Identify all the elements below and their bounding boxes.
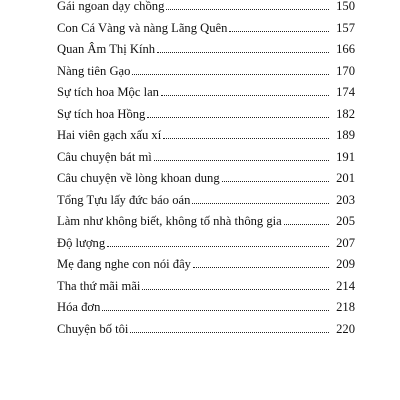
dot-leader xyxy=(229,31,329,32)
dot-leader xyxy=(154,160,329,161)
toc-entry[interactable] xyxy=(57,13,355,35)
dot-leader xyxy=(163,138,329,139)
toc-entry-page: 191 xyxy=(336,149,355,164)
toc-entry-title: Nàng tiên Gạo xyxy=(57,63,131,78)
dot-leader xyxy=(107,246,329,247)
toc-entry-title: Con Cá Vàng và nàng Lãng Quên xyxy=(57,20,228,35)
toc-entry[interactable] xyxy=(57,250,355,272)
toc-entry-title: Độ lượng xyxy=(57,235,106,250)
toc-entry-title: Câu chuyện về lòng khoan dung xyxy=(57,171,220,185)
toc-entry-page: 220 xyxy=(336,321,355,336)
toc-entry-page: 214 xyxy=(336,278,355,293)
toc-entry-page: 174 xyxy=(336,85,355,99)
toc-entry-page: 201 xyxy=(336,171,355,185)
toc-entry[interactable] xyxy=(57,164,355,186)
toc-entry[interactable] xyxy=(57,56,355,78)
toc-entry-page: 157 xyxy=(336,20,355,35)
dot-leader xyxy=(132,74,329,75)
toc-entry-title: Chuyện bố tôi xyxy=(57,321,129,336)
toc-entry-page: 205 xyxy=(336,214,355,228)
toc-entry[interactable] xyxy=(57,271,355,293)
dot-leader xyxy=(147,117,329,118)
toc-entry-page: 182 xyxy=(336,106,355,121)
dot-leader xyxy=(161,95,329,96)
toc-entry-page: 209 xyxy=(336,257,355,271)
toc-entry[interactable] xyxy=(57,0,355,13)
toc-entry[interactable] xyxy=(57,207,355,229)
toc-entry-title: Mẹ đang nghe con nói đây xyxy=(57,257,191,271)
toc-entry[interactable] xyxy=(57,99,355,121)
dot-leader xyxy=(102,310,329,311)
table-of-contents xyxy=(57,0,355,336)
toc-entry-title: Câu chuyện bát mì xyxy=(57,149,152,164)
dot-leader xyxy=(157,52,329,53)
toc-entry-page: 150 xyxy=(336,0,355,13)
toc-entry[interactable] xyxy=(57,228,355,250)
toc-entry[interactable] xyxy=(57,185,355,207)
dot-leader xyxy=(193,267,329,268)
toc-entry-title: Tổng Tựu lấy đức báo oán xyxy=(57,192,191,207)
toc-entry-page: 203 xyxy=(336,192,355,207)
dot-leader xyxy=(130,332,329,333)
toc-entry-title: Sự tích hoa Hồng xyxy=(57,106,146,121)
toc-entry-title: Hóa đơn xyxy=(57,300,101,314)
dot-leader xyxy=(166,9,329,10)
toc-entry-title: Tha thứ mãi mãi xyxy=(57,278,141,293)
toc-entry[interactable] xyxy=(57,35,355,57)
toc-entry[interactable] xyxy=(57,314,355,336)
toc-entry[interactable] xyxy=(57,142,355,164)
toc-entry-page: 166 xyxy=(336,42,355,56)
toc-entry[interactable] xyxy=(57,121,355,143)
toc-entry-title: Sự tích hoa Mộc lan xyxy=(57,85,159,99)
toc-entry-title: Hai viên gạch xấu xí xyxy=(57,128,162,142)
toc-entry-title: Gái ngoan dạy chồng xyxy=(57,0,165,13)
toc-entry-page: 207 xyxy=(336,235,355,250)
toc-entry-page: 218 xyxy=(336,300,355,314)
toc-entry[interactable] xyxy=(57,293,355,315)
dot-leader xyxy=(142,289,329,290)
toc-entry-title: Làm như không biết, không tố nhà thông gia xyxy=(57,214,282,228)
toc-entry[interactable] xyxy=(57,78,355,100)
toc-entry-title: Quan Âm Thị Kính xyxy=(57,42,156,56)
dot-leader xyxy=(192,203,329,204)
toc-entry-page: 170 xyxy=(336,63,355,78)
dot-leader xyxy=(284,224,329,225)
toc-entry-page: 189 xyxy=(336,128,355,142)
dot-leader xyxy=(222,181,329,182)
